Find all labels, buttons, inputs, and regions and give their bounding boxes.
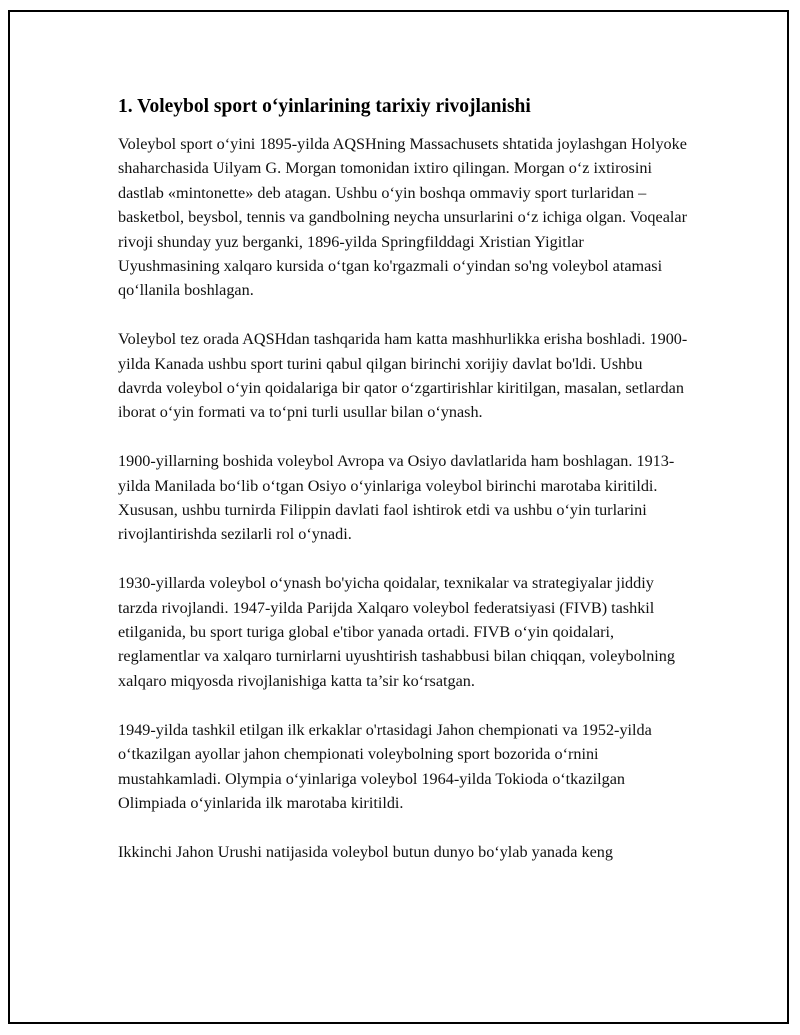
paragraph-1: Voleybol sport o‘yini 1895-yilda AQSHning Massachusets shtatida joylashgan Holyoke shaharchasida Uilyam G. Morgan tomonidan ixtiro qilingan. Morgan o‘z ixtirosini dastlab «mintonette» deb atagan. Ushbu o‘yin boshqa ommaviy sport turlaridan – basketbol, beysbol, tennis va gandbolning neycha unsurlarini o‘z ichiga olgan. Voqealar rivoji shunday yuz berganki, 1896-yilda Springfilddagi Xristian Yigitlar Uyushmasining xalqaro kursida o‘tgan ko'rgazmali o‘yindan so'ng voleybol atamasi qo‘llanila boshlagan.	[118, 135, 687, 300]
paragraph-3: 1900-yillarning boshida voleybol Avropa va Osiyo davlatlarida ham boshlagan. 1913-yilda Manilada bo‘lib o‘tgan Osiyo o‘yinlariga voleybol birinchi marotaba kiritildi. Xususan, ushbu turnirda Filippin davlati faol ishtirok etdi va ushbu o‘yin turlarini rivojlantirishda sezilarli rol o‘ynadi.	[118, 452, 675, 544]
document-body	[118, 94, 688, 889]
paragraph-4: 1930-yillarda voleybol o‘ynash bo'yicha qoidalar, texnikalar va strategiyalar jiddiy tarzda rivojlandi. 1947-yilda Parijda Xalqaro voleybol federatsiyasi (FIVB) tashkil etilganida, bu sport turiga global e'tibor yanada ortadi. FIVB o‘yin qoidalari, reglamentlar va xalqaro turnirlarni uyushtirish tashabbusi bilan chiqqan, voleybolning xalqaro miqyosda rivojlanishiga katta ta’sir ko‘rsatgan.	[118, 574, 675, 690]
paragraph-6: Ikkinchi Jahon Urushi natijasida voleybol butun dunyo bo‘ylab yanada keng	[118, 842, 613, 861]
section-heading: 1. Voleybol sport o‘yinlarining tarixiy rivojlanishi	[118, 96, 531, 117]
paragraph-2: Voleybol tez orada AQSHdan tashqarida ham katta mashhurlikka erisha boshladi. 1900-yilda Kanada ushbu sport turini qabul qilgan birinchi xorijiy davlat bo'ldi. Ushbu davrda voleybol o‘yin qoidalariga bir qator o‘zgartirishlar kiritilgan, masalan, setlardan iborat o‘yin formati va to‘pni turli usullar bilan o‘ynash.	[118, 330, 688, 422]
paragraph-5: 1949-yilda tashkil etilgan ilk erkaklar o'rtasidagi Jahon chempionati va 1952-yilda o‘tkazilgan ayollar jahon chempionati voleybolning sport bozorida o‘rnini mustahkamladi. Olympia o‘yinlariga voleybol 1964-yilda Tokioda o‘tkazilgan Olimpiada o‘yinlarida ilk marotaba kiritildi.	[118, 720, 652, 812]
